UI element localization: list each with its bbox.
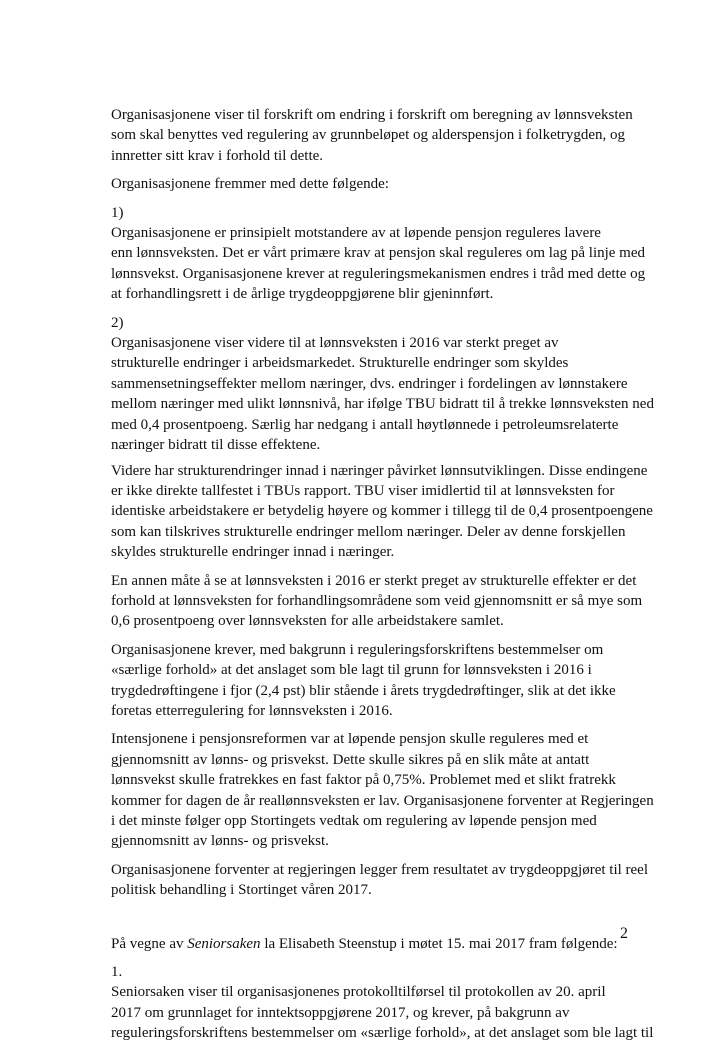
- item-number: 2): [111, 314, 124, 331]
- page-number: 2: [620, 925, 628, 942]
- numbered-item-1: 1) Organisasjonene er prinsipielt motstandere av at løpende pensjon reguleres lavere enn lønnsveksten. Det er vårt primære krav at pensjon skal reguleres om lag på linje med lønnsvekst. Organisasjonene krever at reguleringsmekanismen endres i tråd med dette og at forhandlingsrett i de årlige trygdeoppgjørene blir gjeninnført.: [111, 204, 646, 303]
- paragraph-lead: Organisasjonene fremmer med dette følgende:: [111, 176, 389, 193]
- numbered-item-2: 2) Organisasjonene viser videre til at lønnsveksten i 2016 var sterkt preget av strukturelle endringer i arbeidsmarkedet. Strukturelle endringer som skyldes sammensetningseffekter mellom næringer, dvs. endringer i fordelingen av lønnstakere mellom næringer med ulikt lønnsnivå, har ifølge TBU bidratt til å trekke lønnsveksten ned med 0,4 prosentpoeng. Særlig har nedgang i antall høytlønnede i petroleumsrelaterte næringer bidratt til disse effektene.: [111, 314, 654, 454]
- paragraph-expectation: Organisasjonene forventer at regjeringen legger frem resultatet av trygdeoppgjøret til reel politisk behandling i Stortinget våren 2017.: [111, 861, 649, 899]
- paragraph-pension-reform: Intensjonene i pensjonsreformen var at løpende pensjon skulle reguleres med et gjennomsnitt av lønns- og prisvekst. Dette skulle sikres på en slik måte at antatt lønnsvekst skulle fratrekkes en fast faktor på 0,75%. Problemet med et slikt fratrekk kommer for dagen de år reallønnsveksten er lav. Organisasjonene forventer at Regjeringen i det minste følger opp Stortingets vedtak om regulering av løpende pensjon med gjennomsnitt av lønns- og prisvekst.: [111, 731, 654, 850]
- item-number: 1.: [111, 964, 123, 981]
- paragraph-demand: Organisasjonene krever, med bakgrunn i reguleringsforskriftens bestemmelser om «særlige forhold» at det anslaget som ble lagt til grunn for lønnsveksten i 2016 i trygdedrøftingene i fjor (2,4 pst) blir stående i årets trygdedrøftinger, slik at det ikke foretas etterregulering for lønnsveksten i 2016.: [111, 641, 616, 719]
- item-number: 1): [111, 204, 124, 221]
- page-body: [111, 105, 654, 1044]
- paragraph-structural-changes: Videre har strukturendringer innad i næringer påvirket lønnsutviklingen. Disse endingene er ikke direkte tallfestet i TBUs rapport. TBU viser imidlertid til at lønnsveksten for identiske arbeidstakere er betydelig høyere og kommer i tillegg til de 0,4 prosentpoengene som kan tilskrives strukturelle endringer mellom næringer. Deler av denne forskjellen skyldes strukturelle endringer innad i næringer.: [111, 462, 653, 561]
- paragraph-seniorsaken-intro: På vegne av Seniorsaken la Elisabeth Steenstup i møtet 15. mai 2017 fram følgende:: [111, 935, 618, 952]
- numbered-item-3: 1. Seniorsaken viser til organisasjonenes protokolltilførsel til protokollen av 20. april 2017 om grunnlaget for inntektsoppgjørene 2017, og krever, på bakgrunn av reguleringsforskriftens bestemmelser om «særlige forhold», at det anslaget som ble lagt til: [111, 964, 654, 1042]
- paragraph-wage-growth: En annen måte å se at lønnsveksten i 2016 er sterkt preget av strukturelle effekter er det forhold at lønnsveksten for forhandlingsområdene som veid gjennomsnitt er så mye som 0,6 prosentpoeng over lønnsveksten for alle arbeidstakere samlet.: [111, 572, 643, 630]
- paragraph-intro: Organisasjonene viser til forskrift om endring i forskrift om beregning av lønnsveksten som skal benyttes ved regulering av grunnbeløpet og alderspensjon i folketrygden, og innretter sitt krav i forhold til dette.: [111, 107, 633, 164]
- organization-name: Seniorsaken: [187, 935, 261, 952]
